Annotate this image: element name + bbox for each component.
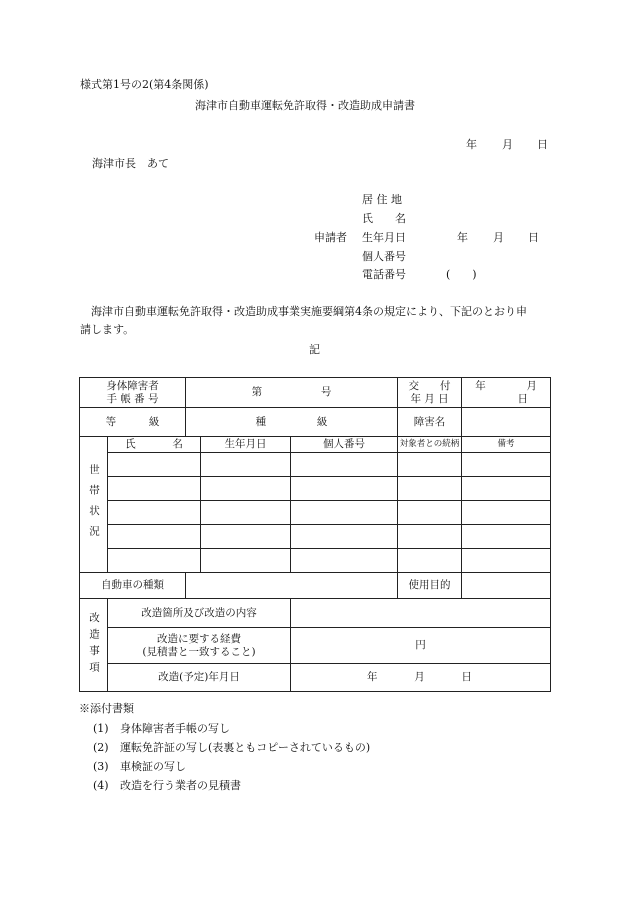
grade-label-1: 等 xyxy=(105,415,117,428)
type-label-1: 種 xyxy=(255,415,267,428)
hh-remarks-cell[interactable] xyxy=(462,549,551,573)
hh-personal-no-cell[interactable] xyxy=(291,453,398,477)
hh-remarks-cell[interactable] xyxy=(462,477,551,501)
attachment-no: (2) xyxy=(93,741,109,754)
issue-date-label-line1: 交 付 xyxy=(408,379,451,392)
attachment-text: 改造を行う業者の見積書 xyxy=(120,779,241,792)
applicant-birth-label: 生年月日 xyxy=(362,231,406,244)
hh-relation-cell[interactable] xyxy=(398,501,462,525)
document-title: 海津市自動車運転免許取得・改造助成申請書 xyxy=(195,99,415,112)
attachments-title: ※添付書類 xyxy=(79,702,134,715)
mod-location-field[interactable] xyxy=(291,599,551,628)
hh-relation-cell[interactable] xyxy=(398,477,462,501)
issue-date-label-line2: 年 月 日 xyxy=(410,392,449,405)
dai-label: 第 xyxy=(251,386,263,398)
applicant-phone-label: 電話番号 xyxy=(362,268,406,281)
applicant-birth-year: 年 xyxy=(457,231,468,244)
applicant-phone-paren: ( ) xyxy=(446,268,477,281)
attachment-no: (4) xyxy=(93,779,109,792)
type-label-2: 級 xyxy=(316,415,328,428)
mod-date-label: 改造(予定)年月日 xyxy=(108,664,291,692)
handbook-no-label xyxy=(80,378,186,408)
handbook-row xyxy=(80,378,551,408)
handbook-no-label-line1: 身体障害者 xyxy=(106,379,159,392)
household-row xyxy=(80,501,551,525)
attachment-no: (3) xyxy=(93,760,109,773)
attachment-text: 車検証の写し xyxy=(120,760,186,773)
attachment-text: 運転免許証の写し(表裏ともコピーされているもの) xyxy=(120,741,371,754)
hh-relation-cell[interactable] xyxy=(398,525,462,549)
hh-personal-no-cell[interactable] xyxy=(291,477,398,501)
attachment-no: (1) xyxy=(93,722,109,735)
mod-cost-label-line1: 改造に要する経費 xyxy=(157,632,241,645)
household-row xyxy=(80,525,551,549)
hh-birth-cell[interactable] xyxy=(201,501,291,525)
mod-month: 月 xyxy=(414,671,425,683)
hh-name-header-1: 氏 xyxy=(125,438,136,450)
issue-month: 月 xyxy=(526,379,537,392)
application-table xyxy=(79,377,551,692)
hh-birth-cell[interactable] xyxy=(201,549,291,573)
hh-relation-cell[interactable] xyxy=(398,453,462,477)
household-row xyxy=(80,477,551,501)
go-label: 号 xyxy=(320,386,332,398)
type-field[interactable] xyxy=(186,408,398,437)
car-type-field[interactable] xyxy=(186,573,398,599)
hh-birth-cell[interactable] xyxy=(201,477,291,501)
issue-day: 日 xyxy=(517,392,528,405)
household-label-text: 世帯状況 xyxy=(88,463,100,546)
grade-label-2: 級 xyxy=(148,415,160,428)
mod-location-row xyxy=(80,599,551,628)
household-row xyxy=(80,549,551,573)
applicant-label: 申請者 xyxy=(314,231,347,244)
body-text-line2: 請します。 xyxy=(80,323,135,336)
grade-row xyxy=(80,408,551,437)
applicant-address-label: 居 住 地 xyxy=(362,193,402,206)
issue-date-field[interactable] xyxy=(462,378,551,408)
mod-cost-field[interactable] xyxy=(291,628,551,664)
purpose-label: 使用目的 xyxy=(398,573,462,599)
hh-relation-header: 対象者との続柄 xyxy=(398,437,462,453)
hh-name-cell[interactable] xyxy=(108,501,201,525)
mod-label xyxy=(80,599,108,692)
form-id: 様式第1号の2(第4条関係) xyxy=(80,78,209,91)
hh-birth-cell[interactable] xyxy=(201,453,291,477)
hh-name-cell[interactable] xyxy=(108,477,201,501)
hh-name-cell[interactable] xyxy=(108,549,201,573)
issue-year: 年 xyxy=(475,379,486,392)
hh-remarks-cell[interactable] xyxy=(462,453,551,477)
attachment-text: 身体障害者手帳の写し xyxy=(120,722,230,735)
date-day: 日 xyxy=(537,138,548,151)
handbook-no-label-line2: 手 帳 番 号 xyxy=(106,392,159,405)
issue-date-label xyxy=(398,378,462,408)
household-label xyxy=(80,437,108,573)
hh-personal-no-cell[interactable] xyxy=(291,549,398,573)
hh-relation-cell[interactable] xyxy=(398,549,462,573)
ki-label: 記 xyxy=(309,343,320,356)
car-row xyxy=(80,573,551,599)
hh-personal-no-cell[interactable] xyxy=(291,501,398,525)
hh-remarks-header: 備考 xyxy=(462,437,551,453)
yen-label: 円 xyxy=(415,639,426,651)
hh-personal-no-header: 個人番号 xyxy=(291,437,398,453)
mod-cost-label-line2: (見積書と一致すること) xyxy=(142,645,256,658)
hh-personal-no-cell[interactable] xyxy=(291,525,398,549)
grade-field[interactable] xyxy=(80,408,186,437)
handbook-no-field[interactable] xyxy=(186,378,398,408)
mod-location-label: 改造箇所及び改造の内容 xyxy=(108,599,291,628)
applicant-personal-no-label: 個人番号 xyxy=(362,250,406,263)
body-text-line1: 海津市自動車運転免許取得・改造助成事業実施要綱第4条の規定により、下記のとおり申 xyxy=(91,305,527,318)
mod-year: 年 xyxy=(367,671,378,683)
mod-day: 日 xyxy=(461,671,472,683)
household-header-row xyxy=(80,437,551,453)
mod-cost-row xyxy=(80,628,551,664)
hh-name-header-2: 名 xyxy=(172,438,183,450)
applicant-name-label: 氏 名 xyxy=(362,212,406,225)
hh-name-cell[interactable] xyxy=(108,453,201,477)
mod-cost-label xyxy=(108,628,291,664)
hh-birth-cell[interactable] xyxy=(201,525,291,549)
hh-remarks-cell[interactable] xyxy=(462,525,551,549)
date-month: 月 xyxy=(502,138,513,151)
disability-name-label: 障害名 xyxy=(398,408,462,437)
hh-birth-header: 生年月日 xyxy=(201,437,291,453)
addressee: 海津市長 あて xyxy=(92,157,169,170)
mod-label-text: 改造事項 xyxy=(88,612,100,678)
mod-date-row xyxy=(80,664,551,692)
household-row xyxy=(80,453,551,477)
date-year: 年 xyxy=(466,138,477,151)
applicant-birth-month: 月 xyxy=(493,231,504,244)
hh-name-header xyxy=(108,437,201,453)
purpose-field[interactable] xyxy=(462,573,551,599)
hh-name-cell[interactable] xyxy=(108,525,201,549)
car-type-label: 自動車の種類 xyxy=(80,573,186,599)
hh-remarks-cell[interactable] xyxy=(462,501,551,525)
mod-date-field[interactable] xyxy=(291,664,551,692)
applicant-birth-day: 日 xyxy=(528,231,539,244)
disability-name-field[interactable] xyxy=(462,408,551,437)
